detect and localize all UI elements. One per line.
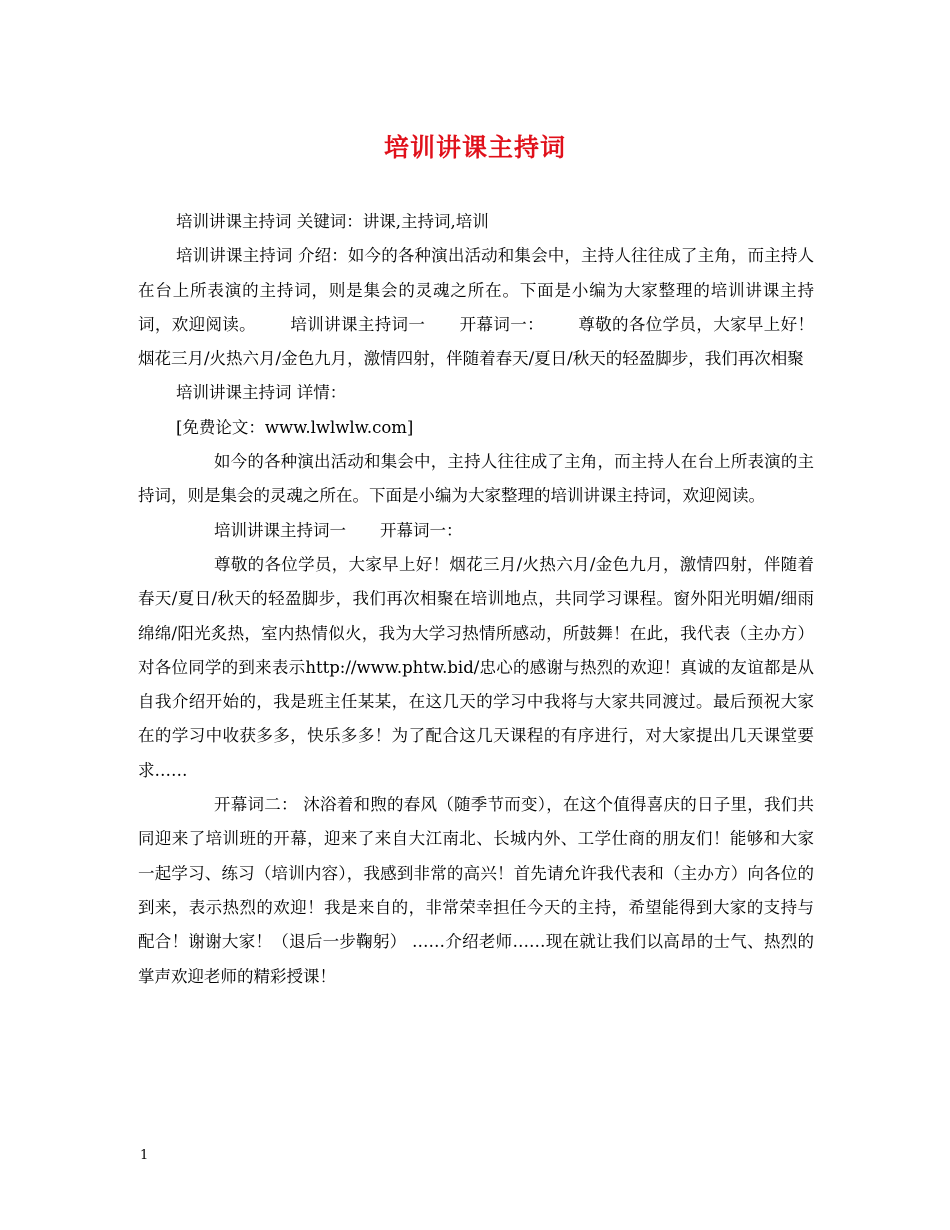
section-heading-b: 开幕词一： xyxy=(380,520,463,540)
paragraph-2: 尊敬的各位学员，大家早上好！烟花三月/火热六月/金色九月，激情四射，伴随着春天/夏日/秋天的轻盈脚步，我们再次相聚在培训地点，共同学习课程。窗外阳光明媚/细雨绵绵/阳光炙热，室内热情似火，我为大学习热情所感动，所鼓舞！在此，我代表（主办方）对各位同学的到来表示http://www.phtw.bid/忠心的感谢与热烈的欢迎！真诚的友谊都是从自我介绍开始的，我是班主任某某，在这几天的学习中我将与大家共同渡过。最后预祝大家在的学习中收获多多，快乐多多！为了配合这几天课程的有序进行，对大家提出几天课堂要求…… xyxy=(138,554,814,780)
intro-tail: 尊敬的各位学员，大家早上好！烟花三月/火热六月/金色九月，激情四射，伴随着春天/夏日/秋天的轻盈脚步，我们再次相聚 xyxy=(138,314,815,369)
paragraph-1: 如今的各种演出活动和集会中，主持人往往成了主角，而主持人在台上所表演的主持词，则是集会的灵魂之所在。下面是小编为大家整理的培训讲课主持词，欢迎阅读。 xyxy=(138,452,814,506)
keywords-line: 培训讲课主持词 关键词：讲课,主持词,培训 xyxy=(176,212,489,231)
intro-paragraph xyxy=(138,239,814,376)
source-line: [免费论文：www.lwlwlw.com] xyxy=(176,417,414,437)
document-body xyxy=(138,205,814,994)
intro-heading-1: 培训讲课主持词一 xyxy=(290,314,426,334)
paragraph-3: 开幕词二： 沐浴着和煦的春风（随季节而变），在这个值得喜庆的日子里，我们共同迎来了培训班的开幕，迎来了来自大江南北、长城内外、工学仕商的朋友们！能够和大家一起学习、练习（培训内容），我感到非常的高兴！首先请允许我代表和（主办方）向各位的到来，表示热烈的欢迎！我是来自的，非常荣幸担任今天的主持，希望能得到大家的支持与配合！谢谢大家！（退后一步鞠躬） ……介绍老师……现在就让我们以高昂的士气、热烈的掌声欢迎老师的精彩授课！ xyxy=(138,795,814,986)
section-heading xyxy=(138,514,814,548)
page-number: 1 xyxy=(140,1148,149,1163)
section-heading-a: 培训讲课主持词一 xyxy=(214,520,346,540)
intro-text: 培训讲课主持词 介绍：如今的各种演出活动和集会中，主持人往往成了主角，而主持人在台上所表演的主持词，则是集会的灵魂之所在。下面是小编为大家整理的培训讲课主持词，欢迎阅读。 xyxy=(138,246,814,334)
intro-heading-2: 开幕词一： xyxy=(459,314,544,334)
document-title: 培训讲课主持词 xyxy=(383,133,566,162)
details-line: 培训讲课主持词 详情： xyxy=(176,383,347,403)
